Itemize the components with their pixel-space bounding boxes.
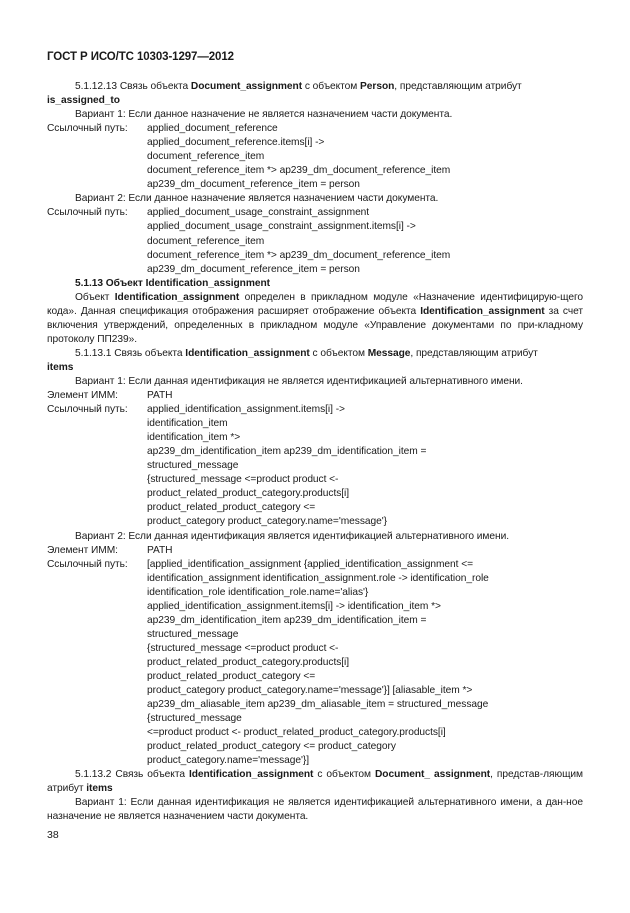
path-line: applied_document_reference.items[i] ->: [147, 137, 325, 149]
imm-element-label: Элемент ИММ:: [47, 544, 118, 556]
path-line: product_category product_category.name='message'}: [147, 516, 387, 528]
path-line: structured_message: [147, 628, 239, 640]
path-line: applied_document_usage_constraint_assignment.items[i] ->: [147, 221, 416, 233]
ref-path-lines: [147, 403, 583, 529]
path-line: structured_message: [147, 460, 239, 472]
path-line: {structured_message: [147, 713, 242, 725]
clause-5-1-13-heading: 5.1.13 Объект Identification_assignment: [75, 277, 270, 289]
document-body: [47, 80, 583, 824]
imm-element-label: Элемент ИММ:: [47, 390, 118, 402]
reference-path-block: [47, 558, 583, 769]
imm-element-value: PATH: [147, 544, 173, 556]
path-line: product_related_product_category <= product_category: [147, 741, 396, 753]
path-line: ap239_dm_document_reference_item = person: [147, 179, 360, 191]
path-line: [applied_identification_assignment {applied_identification_assignment <=: [147, 558, 474, 570]
path-line: product_related_product_category <=: [147, 670, 316, 682]
reference-path-block: [47, 403, 583, 529]
path-line: identification_item *>: [147, 432, 241, 444]
path-line: applied_identification_assignment.items[i] ->: [147, 404, 345, 416]
page-number: 38: [47, 829, 59, 841]
ref-path-label: Ссылочный путь:: [47, 123, 128, 135]
path-line: applied_document_reference: [147, 123, 278, 135]
path-line: identification_assignment identification_assignment.role -> identification_role: [147, 572, 489, 584]
path-line: ap239_dm_document_reference_item = person: [147, 263, 360, 275]
imm-element-row: [47, 544, 583, 558]
path-line: applied_identification_assignment.items[i] -> identification_item *>: [147, 600, 441, 612]
variant-text: Вариант 2: Если данная идентификация является идентификацией альтернативного имени.: [75, 530, 509, 542]
path-line: product_related_product_category.products[i]: [147, 488, 350, 500]
imm-element-row: [47, 389, 583, 403]
ref-path-lines: [147, 122, 583, 192]
path-line: ap239_dm_aliasable_item ap239_dm_aliasable_item = structured_message: [147, 699, 489, 711]
ref-path-label: Ссылочный путь:: [47, 207, 128, 219]
path-line: product_related_product_category <=: [147, 502, 316, 514]
variant-text: Вариант 2: Если данное назначение является назначением части документа.: [75, 193, 439, 205]
path-line: ap239_dm_identification_item ap239_dm_identification_item =: [147, 446, 427, 458]
path-line: ap239_dm_identification_item ap239_dm_identification_item =: [147, 614, 427, 626]
document-header: ГОСТ Р ИСО/ТС 10303-1297—2012: [47, 51, 234, 63]
variant-text: Вариант 1: Если данное назначение не является назначением части документа.: [75, 109, 453, 121]
reference-path-block: [47, 206, 583, 276]
clause-5-1-13-1-title: 5.1.13.1 Связь объекта Identification_assignment с объектом Message, представляющим атрибут items: [47, 347, 538, 373]
imm-element-value: PATH: [147, 390, 173, 402]
path-line: identification_item: [147, 418, 228, 430]
path-line: document_reference_item: [147, 151, 265, 163]
path-line: product_related_product_category.products[i]: [147, 656, 350, 668]
variant-text: Вариант 1: Если данная идентификация не является идентификацией альтернативного имени, а дан-ное назначение не является назначением части документа.: [47, 797, 583, 823]
clause-5-1-13-paragraph: Объект Identification_assignment определен в прикладном модуле «Назначение идентифицирую-щего кода». Данная спецификация отображения расширяет отображение объекта Identification_assignment за счет включения утверждений, определенных в прикладном модуле «Управление документами по при-кладному протоколу ПП239».: [47, 291, 584, 345]
path-line: document_reference_item *> ap239_dm_document_reference_item: [147, 249, 451, 261]
ref-path-lines: [147, 558, 583, 769]
ref-path-label: Ссылочный путь:: [47, 404, 128, 416]
clause-5-1-13-2-title: 5.1.13.2 Связь объекта Identification_assignment с объектом Document_ assignment, представ-ляющим атрибут items: [47, 769, 583, 795]
path-line: document_reference_item: [147, 235, 265, 247]
path-line: {structured_message <=product product <-: [147, 474, 339, 486]
path-line: identification_role identification_role.name='alias'}: [147, 586, 369, 598]
clause-5-1-12-13-title: 5.1.12.13 Связь объекта Document_assignment с объектом Person, представляющим атрибут is_assigned_to: [47, 81, 522, 107]
path-line: document_reference_item *> ap239_dm_document_reference_item: [147, 165, 451, 177]
ref-path-label: Ссылочный путь:: [47, 558, 128, 570]
path-line: <=product product <- product_related_product_category.products[i]: [147, 727, 446, 739]
path-line: {structured_message <=product product <-: [147, 642, 339, 654]
path-line: product_category product_category.name='message'}] [aliasable_item *>: [147, 685, 473, 697]
path-line: product_category.name='message'}]: [147, 755, 310, 767]
variant-text: Вариант 1: Если данная идентификация не является идентификацией альтернативного имени.: [75, 375, 523, 387]
ref-path-lines: [147, 206, 583, 276]
path-line: applied_document_usage_constraint_assignment: [147, 207, 370, 219]
reference-path-block: [47, 122, 583, 192]
